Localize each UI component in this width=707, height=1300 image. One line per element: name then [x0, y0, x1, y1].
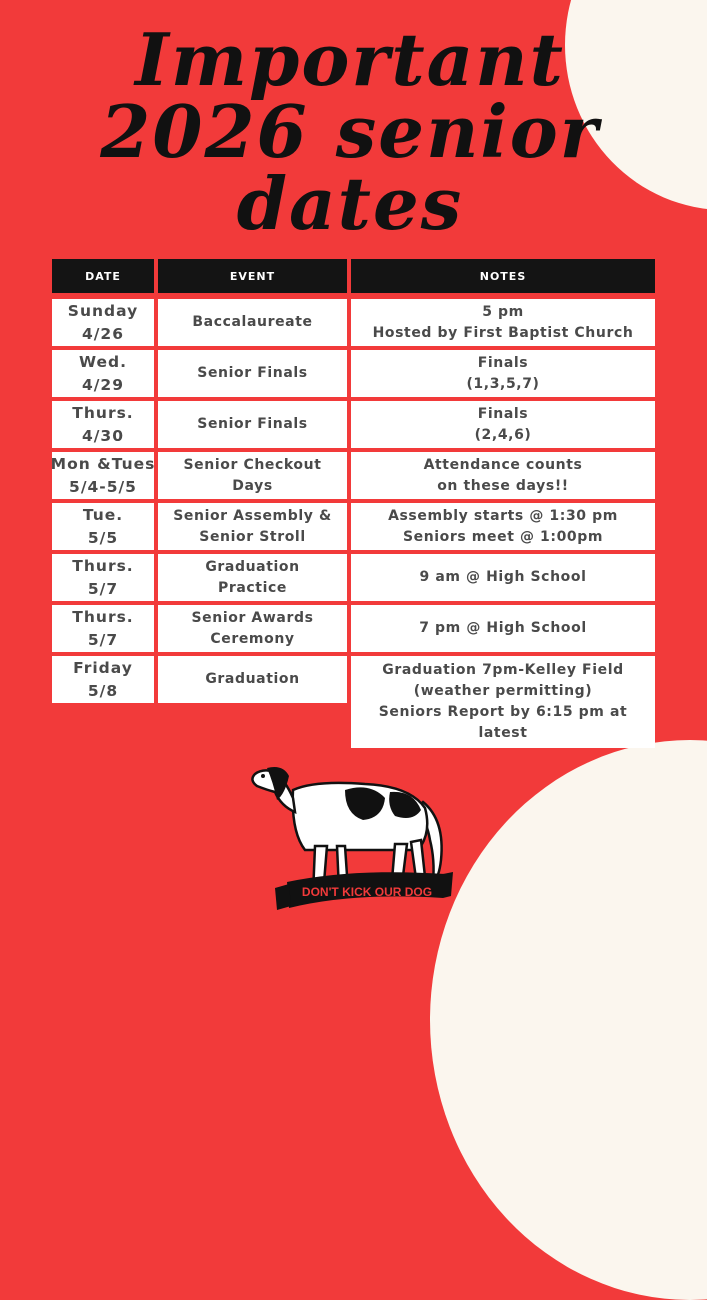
notes-line: 9 am @ High School: [419, 569, 587, 585]
event-line: Baccalaureate: [192, 314, 313, 330]
header-event: EVENT: [158, 259, 347, 293]
event-line: Senior Stroll: [199, 528, 306, 545]
table-cell-notes: [351, 554, 655, 601]
event-line: Graduation: [205, 671, 300, 687]
header-notes: NOTES: [351, 259, 655, 293]
table-cell-notes: [351, 503, 655, 550]
table-cell-notes: [351, 350, 655, 397]
event-line: Ceremony: [210, 630, 295, 647]
date-line: 4/30: [81, 426, 125, 445]
dog-mascot-illustration: [245, 750, 455, 920]
event-line: Senior Assembly &: [173, 507, 332, 524]
notes-line: (1,3,5,7): [466, 375, 540, 392]
date-line: Thurs.: [72, 403, 134, 422]
header-date: DATE: [52, 259, 154, 293]
table-cell-date: [52, 605, 154, 652]
notes-line: Attendance counts: [423, 456, 583, 473]
notes-line: Seniors Report by 6:15 pm at: [378, 704, 628, 720]
date-line: Sunday: [67, 301, 139, 320]
event-line: Graduation: [205, 558, 300, 575]
table-cell-date: [52, 656, 154, 703]
table-cell-event: [158, 452, 347, 499]
notes-line: on these days!!: [437, 477, 569, 494]
table-cell-date: [52, 401, 154, 448]
table-cell-notes: [351, 605, 655, 652]
notes-line: Assembly starts @ 1:30 pm: [388, 507, 618, 524]
table-cell-date: [52, 452, 154, 499]
notes-line: 7 pm @ High School: [419, 620, 587, 636]
table-cell-date: [52, 350, 154, 397]
title-line-1: Important: [135, 17, 565, 102]
notes-line: Graduation 7pm-Kelley Field: [382, 662, 624, 678]
date-line: 5/5: [87, 528, 119, 547]
date-line: 4/26: [81, 324, 125, 343]
table-cell-notes: [351, 452, 655, 499]
date-line: Friday: [73, 658, 133, 677]
event-line: Senior Finals: [197, 365, 308, 381]
table-cell-notes: [351, 656, 655, 748]
notes-line: Finals: [477, 405, 529, 422]
table-cell-date: [52, 503, 154, 550]
banner-text: DON'T KICK OUR DOG: [301, 885, 433, 899]
date-line: 5/7: [87, 579, 119, 598]
event-line: Senior Finals: [197, 416, 308, 432]
notes-line: (2,4,6): [474, 426, 532, 443]
table-cell-event: [158, 554, 347, 601]
event-line: Days: [232, 477, 273, 494]
date-line: Tue.: [82, 505, 124, 524]
cream-shape-bottom: [430, 740, 707, 1300]
date-line: 4/29: [81, 375, 125, 394]
date-line: 5/4-5/5: [69, 477, 137, 496]
date-line: Mon &Tues: [50, 454, 156, 473]
table-cell-date: [52, 554, 154, 601]
table-cell-event: [158, 299, 347, 346]
date-line: 5/7: [87, 630, 119, 649]
notes-line: Seniors meet @ 1:00pm: [402, 528, 604, 545]
table-cell-event: [158, 401, 347, 448]
table-cell-notes: [351, 401, 655, 448]
event-line: Practice: [218, 579, 287, 596]
table-cell-notes: [351, 299, 655, 346]
date-line: 5/8: [87, 681, 119, 700]
title-line-3: dates: [236, 161, 464, 246]
date-line: Thurs.: [72, 556, 134, 575]
date-line: Wed.: [78, 352, 128, 371]
date-line: Thurs.: [72, 607, 134, 626]
notes-line: Hosted by First Baptist Church: [372, 324, 634, 341]
page-title: [90, 17, 610, 246]
notes-line: Finals: [477, 354, 529, 371]
event-line: Senior Checkout: [183, 456, 322, 473]
table-cell-event: [158, 350, 347, 397]
event-line: Senior Awards: [191, 609, 314, 626]
notes-line: (weather permitting): [413, 683, 593, 699]
table-cell-date: [52, 299, 154, 346]
table-cell-event: [158, 656, 347, 703]
table-cell-event: [158, 605, 347, 652]
notes-line: latest: [478, 725, 528, 741]
notes-line: 5 pm: [482, 303, 524, 320]
table-cell-event: [158, 503, 347, 550]
title-line-2: 2026 senior: [100, 89, 600, 174]
